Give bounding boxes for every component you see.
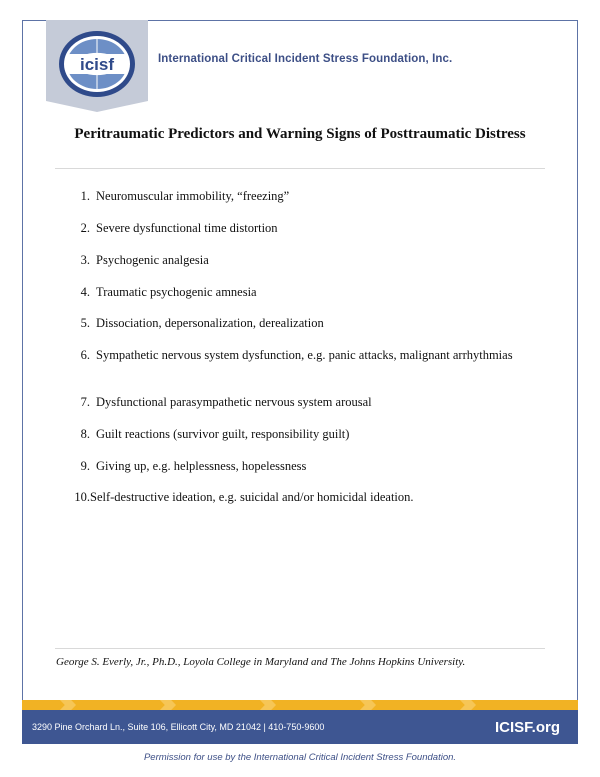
footer-divider [55, 648, 545, 649]
title-divider [55, 168, 545, 169]
item-text: Dissociation, depersonalization, derealization [96, 316, 324, 330]
organization-name: International Critical Incident Stress Foundation, Inc. [158, 53, 453, 65]
item-number: 3. [80, 253, 90, 267]
page-title: Peritraumatic Predictors and Warning Signs of Posttraumatic Distress [74, 126, 526, 142]
item-text: Giving up, e.g. helplessness, hopelessness [96, 459, 307, 473]
item-number: 8. [80, 427, 90, 441]
item-text: Guilt reactions (survivor guilt, responsibility guilt) [96, 427, 350, 441]
gold-band [22, 700, 578, 710]
list-item [70, 188, 540, 204]
item-text: Dysfunctional parasympathetic nervous system arousal [96, 395, 372, 409]
list-item [66, 489, 536, 505]
list-item [70, 347, 540, 363]
item-text: Sympathetic nervous system dysfunction, e.g. panic attacks, malignant arrhythmias [96, 348, 513, 362]
item-number: 6. [80, 348, 90, 362]
footer-bar [22, 710, 578, 744]
item-number: 5. [80, 316, 90, 330]
list-item [70, 220, 540, 236]
list-item [70, 426, 540, 442]
footer-address: 3290 Pine Orchard Ln., Suite 106, Ellicott City, MD 21042 | 410-750-9600 [32, 722, 325, 732]
item-text: Neuromuscular immobility, “freezing” [96, 189, 290, 203]
item-number: 10. [74, 490, 90, 504]
permission-note: Permission for use by the International Critical Incident Stress Foundation. [143, 752, 457, 763]
item-text: Traumatic psychogenic amnesia [96, 285, 257, 299]
list-item [70, 284, 540, 300]
item-text: Psychogenic analgesia [96, 253, 209, 267]
item-number: 2. [80, 221, 90, 235]
list-item [70, 315, 540, 331]
item-number: 9. [80, 459, 90, 473]
item-number: 7. [80, 395, 90, 409]
list-item [70, 458, 540, 474]
item-text: Self-destructive ideation, e.g. suicidal and/or homicidal ideation. [90, 490, 414, 504]
list-item [70, 394, 540, 410]
item-number: 4. [80, 285, 90, 299]
icisf-logo [53, 25, 141, 103]
svg-text:icisf: icisf [79, 55, 115, 74]
author-credit: George S. Everly, Jr., Ph.D., Loyola College in Maryland and The Johns Hopkins University. [56, 656, 466, 668]
item-text: Severe dysfunctional time distortion [96, 221, 278, 235]
website-link[interactable]: ICISF.org [494, 718, 560, 736]
list-item [70, 252, 540, 268]
item-number: 1. [80, 189, 90, 203]
